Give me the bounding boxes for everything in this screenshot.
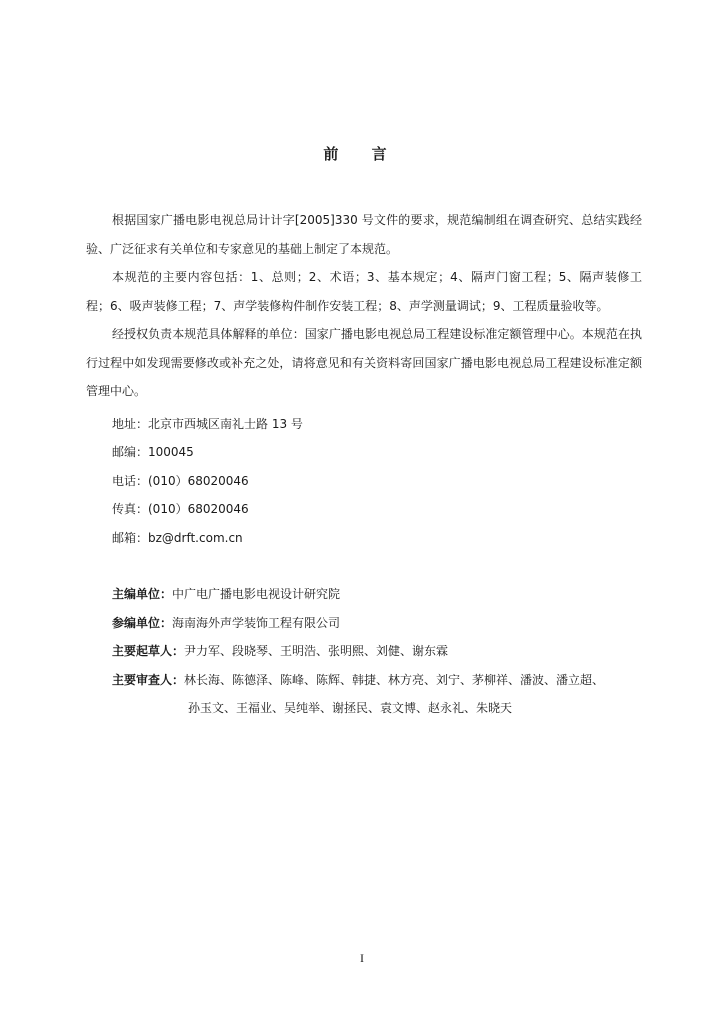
- reviewers-label: 主要审查人：: [112, 673, 185, 687]
- chief-unit-label: 主编单位：: [112, 587, 173, 601]
- contact-postcode: 邮编：100045: [112, 445, 194, 459]
- reviewers-value-line1: 林长海、陈德泽、陈峰、陈辉、韩捷、林方亮、刘宁、茅柳祥、潘波、潘立超、: [184, 673, 605, 687]
- reviewers: [112, 670, 604, 690]
- page-number: I: [360, 951, 364, 965]
- contact-email: 邮箱：bz@drft.com.cn: [112, 531, 243, 545]
- participating-unit-value: 海南海外声学装饰工程有限公司: [172, 616, 341, 630]
- contact-phone: 电话：(010）68020046: [112, 474, 249, 488]
- participating-unit-label: 参编单位：: [112, 616, 173, 630]
- reviewers-continued: 孙玉文、王福业、吴纯举、谢拯民、袁文博、赵永礼、朱晓天: [188, 701, 513, 715]
- chief-unit: [112, 584, 340, 604]
- contact-address: 地址：北京市西城区南礼士路 13 号: [112, 417, 303, 431]
- paragraph-interpretation: 经授权负责本规范具体解释的单位：国家广播电影电视总局工程建设标准定额管理中心。本规范在执行过程中如发现需要修改或补充之处，请将意见和有关资料寄回国家广播电影电视总局工程建设标准定额管理中心。: [86, 327, 642, 398]
- drafters-value: 尹力军、段晓琴、王明浩、张明熙、刘健、谢东霖: [184, 644, 449, 658]
- paragraph-contents: 本规范的主要内容包括：1、总则；2、术语；3、基本规定；4、隔声门窗工程；5、隔声装修工程；6、吸声装修工程；7、声学装修构件制作安装工程；8、声学测量调试；9、工程质量验收等。: [86, 270, 642, 313]
- chief-unit-value: 中广电广播电影电视设计研究院: [172, 587, 341, 601]
- drafters-label: 主要起草人：: [112, 644, 185, 658]
- paragraph-basis: 根据国家广播电影电视总局计计字[2005]330 号文件的要求，规范编制组在调查研究、总结实践经验、广泛征求有关单位和专家意见的基础上制定了本规范。: [86, 213, 642, 256]
- contact-fax: 传真：(010）68020046: [112, 502, 249, 516]
- drafters: [112, 641, 448, 661]
- participating-unit: [112, 613, 340, 633]
- page-title: 前 言: [323, 145, 401, 163]
